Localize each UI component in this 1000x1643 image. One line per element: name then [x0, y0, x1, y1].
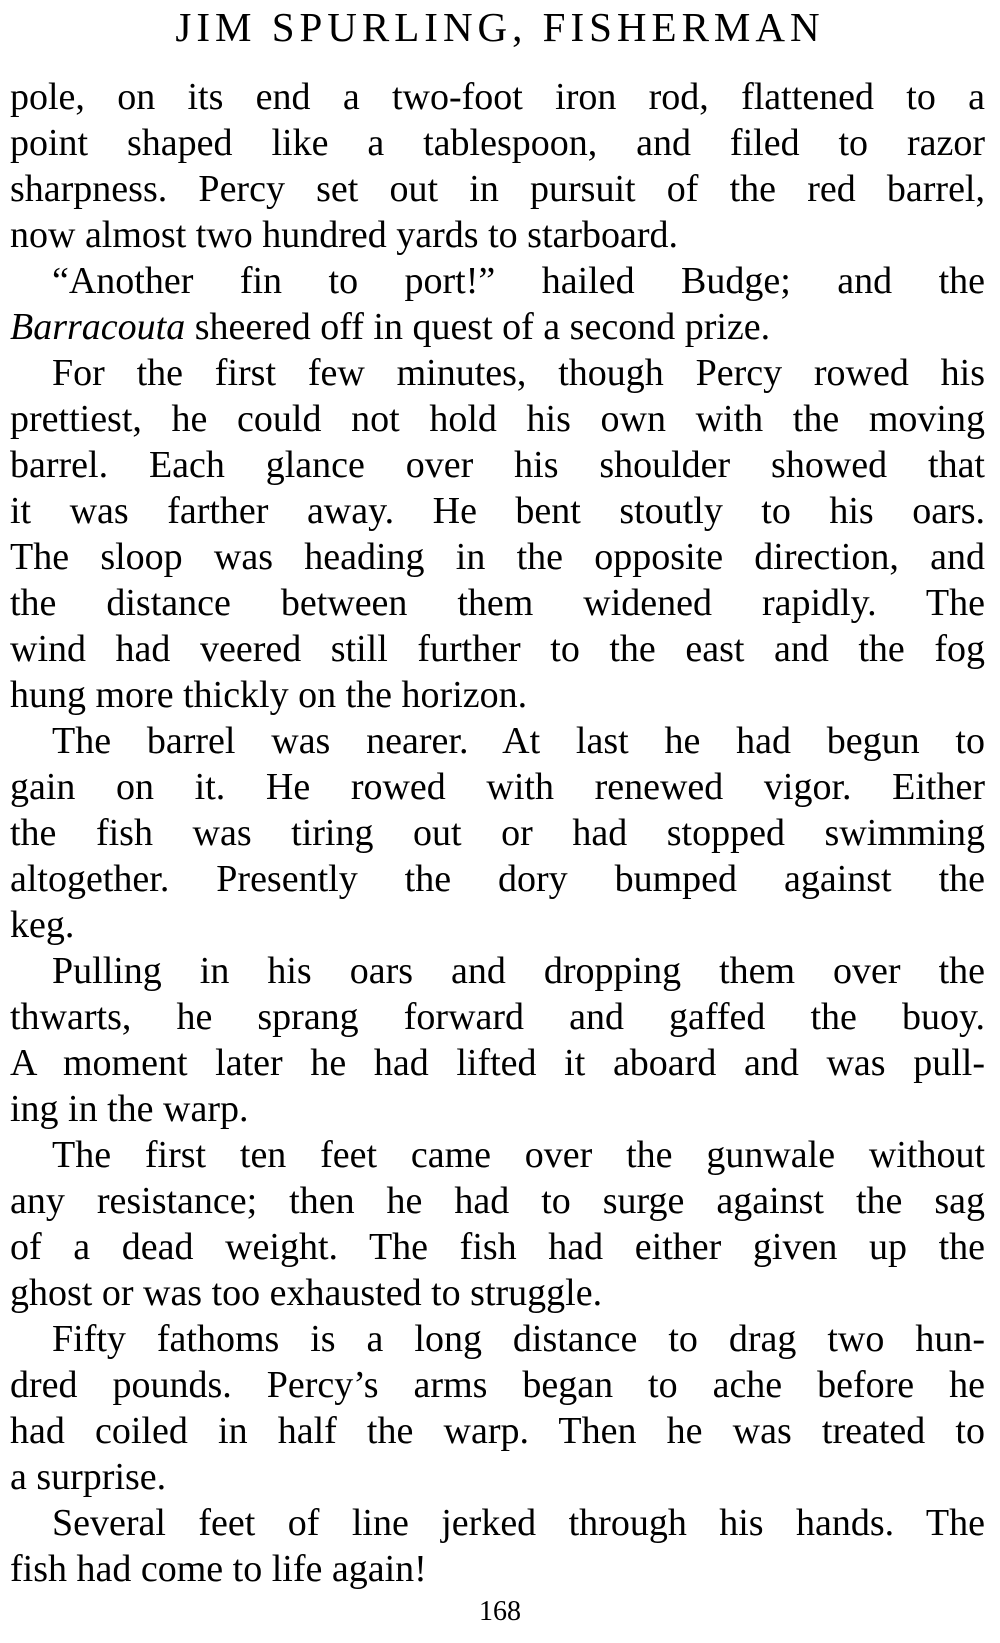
- page-number: 168: [479, 1596, 521, 1627]
- line-text: For the first few minutes, though Percy rowed his: [52, 352, 985, 394]
- text-line: [10, 948, 985, 994]
- line-text: “Another fin to port!” hailed Budge; and the: [52, 260, 985, 302]
- text-line: [10, 994, 985, 1040]
- line-text: Pulling in his oars and dropping them over the: [52, 950, 985, 992]
- line-text: gain on it. He rowed with renewed vigor. Either: [10, 766, 985, 808]
- text-line: [10, 1408, 985, 1454]
- line-text: now almost two hundred yards to starboard.: [10, 214, 679, 256]
- text-line: [10, 856, 985, 902]
- text-line: [10, 488, 985, 534]
- text-line: [10, 350, 985, 396]
- line-text: keg.: [10, 904, 75, 946]
- text-line: [10, 672, 985, 718]
- line-text: a surprise.: [10, 1456, 167, 1498]
- text-line: [10, 534, 985, 580]
- text-line: [10, 258, 985, 304]
- text-line: [10, 1454, 985, 1500]
- text-line: [10, 580, 985, 626]
- text-line: [10, 1316, 985, 1362]
- text-line: [10, 764, 985, 810]
- text-line: [10, 166, 985, 212]
- line-text: The sloop was heading in the opposite direction, and: [10, 536, 985, 578]
- line-text: the fish was tiring out or had stopped swimming: [10, 812, 985, 854]
- text-line: [10, 810, 985, 856]
- line-text: altogether. Presently the dory bumped against the: [10, 858, 985, 900]
- line-text: fish had come to life again!: [10, 1548, 427, 1590]
- line-text: of a dead weight. The fish had either given up the: [10, 1226, 985, 1268]
- line-text: had coiled in half the warp. Then he was treated to: [10, 1410, 985, 1452]
- line-text: The first ten feet came over the gunwale without: [52, 1134, 985, 1176]
- line-text: pole, on its end a two-foot iron rod, flattened to a: [10, 76, 985, 118]
- text-line: [10, 212, 985, 258]
- line-text: any resistance; then he had to surge against the sag: [10, 1180, 985, 1222]
- text-line: [10, 1040, 985, 1086]
- text-line: [10, 626, 985, 672]
- body-text: [10, 74, 985, 1592]
- text-line: [10, 1132, 985, 1178]
- text-line: [10, 902, 985, 948]
- text-line: [10, 304, 985, 350]
- text-line: [10, 120, 985, 166]
- line-text: barrel. Each glance over his shoulder showed that: [10, 444, 985, 486]
- text-line: [10, 1224, 985, 1270]
- text-line: [10, 396, 985, 442]
- text-line: [10, 1500, 985, 1546]
- text-line: [10, 1546, 985, 1592]
- text-line: [10, 74, 985, 120]
- line-text: ing in the warp.: [10, 1088, 249, 1130]
- line-text: dred pounds. Percy’s arms began to ache before he: [10, 1364, 985, 1406]
- text-line: [10, 1270, 985, 1316]
- line-text: it was farther away. He bent stoutly to his oars.: [10, 490, 985, 532]
- line-text: thwarts, he sprang forward and gaffed the buoy.: [10, 996, 985, 1038]
- line-text: The barrel was nearer. At last he had begun to: [52, 720, 985, 762]
- line-text: ghost or was too exhausted to struggle.: [10, 1272, 603, 1314]
- line-text: sheered off in quest of a second prize.: [185, 306, 771, 348]
- line-text: Fifty fathoms is a long distance to drag two hun-: [52, 1318, 985, 1360]
- line-text: hung more thickly on the horizon.: [10, 674, 528, 716]
- ship-name: Barracouta: [10, 306, 186, 348]
- line-text: the distance between them widened rapidly. The: [10, 582, 985, 624]
- line-text: wind had veered still further to the east and the fog: [10, 628, 985, 670]
- line-text: prettiest, he could not hold his own with the moving: [10, 398, 985, 440]
- text-line: [10, 442, 985, 488]
- line-text: point shaped like a tablespoon, and filed to razor: [10, 122, 985, 164]
- line-text: A moment later he had lifted it aboard and was pull-: [10, 1042, 985, 1084]
- text-line: [10, 1086, 985, 1132]
- text-line: [10, 1178, 985, 1224]
- running-head: JIM SPURLING, FISHERMAN: [175, 4, 825, 50]
- text-line: [10, 718, 985, 764]
- line-text: Several feet of line jerked through his hands. The: [52, 1502, 985, 1544]
- text-line: [10, 1362, 985, 1408]
- line-text: sharpness. Percy set out in pursuit of the red barrel,: [10, 168, 985, 210]
